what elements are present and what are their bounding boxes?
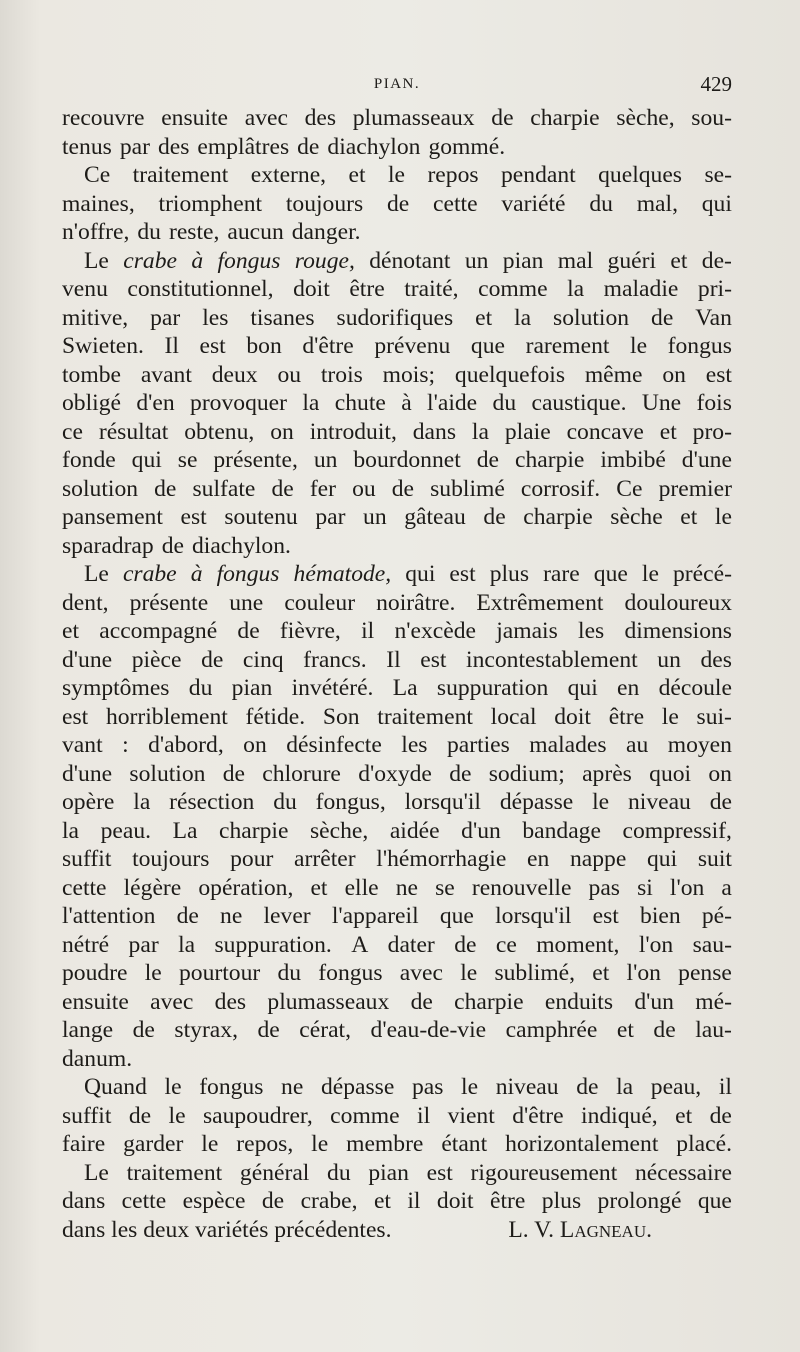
text-line: Le crabe à fongus hématode, qui est plus rare que le précé- [84,561,732,587]
author-signature: L. V. Lagneau. [508,1216,652,1243]
page-header [62,72,732,102]
text-line: suffit de le saupoudrer, comme il vient d'être indiqué, et de [62,1102,732,1129]
closing-line: dans les deux variétés précédentes. [62,1216,392,1243]
text-line: est horriblement fétide. Son traitement local doit être le sui- [62,703,732,730]
text-line: la peau. La charpie sèche, aidée d'un bandage compressif, [62,817,732,844]
text-line: l'attention de ne lever l'appareil que lorsqu'il est bien pé- [62,903,732,929]
text-line: dans cette espèce de crabe, et il doit être plus prolongé que [62,1188,732,1214]
text-line: lange de styrax, de cérat, d'eau-de-vie camphrée et de lau- [62,1017,732,1043]
text-line: sparadrap de diachylon. [62,532,291,559]
text-line: d'une solution de chlorure d'oxyde de sodium; après quoi on [62,760,732,787]
text-line: maines, triomphent toujours de cette variété du mal, qui [62,190,732,217]
text-line: d'une pièce de cinq francs. Il est incontestablement un des [62,646,732,673]
text-line: solution de sulfate de fer ou de sublimé corrosif. Ce premier [62,475,732,502]
text-line: Le traitement général du pian est rigoureusement nécessaire [84,1159,732,1186]
text-line: tombe avant deux ou trois mois; quelquefois même on est [62,361,732,388]
text-line: cette légère opération, et elle ne se renouvelle pas si l'on a [62,874,732,901]
text-line: fonde qui se présente, un bourdonnet de charpie imbibé d'une [62,447,732,473]
text-line: nétré par la suppuration. A dater de ce moment, l'on sau- [62,931,732,958]
text-line: mitive, par les tisanes sudorifiques et la solution de Van [62,304,732,331]
running-title: PIAN. [373,76,421,92]
text-line: suffit toujours pour arrêter l'hémorrhagie en nappe qui suit [62,846,732,872]
text-line: ce résultat obtenu, on introduit, dans la plaie concave et pro- [62,418,732,445]
text-line: Le crabe à fongus rouge, dénotant un pian mal guéri et de- [84,247,732,274]
text-line: Ce traitement externe, et le repos pendant quelques se- [84,162,732,188]
text-line [62,1216,732,1245]
text-line: tenus par des emplâtres de diachylon gommé. [62,133,506,160]
text-line: poudre le pourtour du fongus avec le sublimé, et l'on pense [62,960,732,986]
text-line: faire garder le repos, le membre étant horizontalement placé. [62,1131,732,1157]
text-line: venu constitutionnel, doit être traité, comme la maladie pri- [62,276,732,302]
text-line: Swieten. Il est bon d'être prévenu que rarement le fongus [62,333,732,359]
text-line: dent, présente une couleur noirâtre. Extrêmement douloureux [62,589,732,616]
text-line: opère la résection du fongus, lorsqu'il dépasse le niveau de [62,789,732,815]
text-line: symptômes du pian invétéré. La suppuration qui en découle [62,675,732,701]
text-line: n'offre, du reste, aucun danger. [62,219,361,245]
page-number: 429 [700,72,732,96]
text-line: recouvre ensuite avec des plumasseaux de charpie sèche, sou- [62,105,732,131]
text-line: obligé d'en provoquer la chute à l'aide du caustique. Une fois [62,390,732,416]
text-line: Quand le fongus ne dépasse pas le niveau de la peau, il [84,1074,732,1100]
body-text [62,104,732,1244]
text-line: ensuite avec des plumasseaux de charpie enduits d'un mé- [62,988,732,1015]
text-line: vant : d'abord, on désinfecte les parties malades au moyen [62,732,732,758]
text-line: et accompagné de fièvre, il n'excède jamais les dimensions [62,618,732,644]
text-line: pansement est soutenu par un gâteau de charpie sèche et le [62,504,732,530]
text-line: danum. [62,1045,133,1072]
